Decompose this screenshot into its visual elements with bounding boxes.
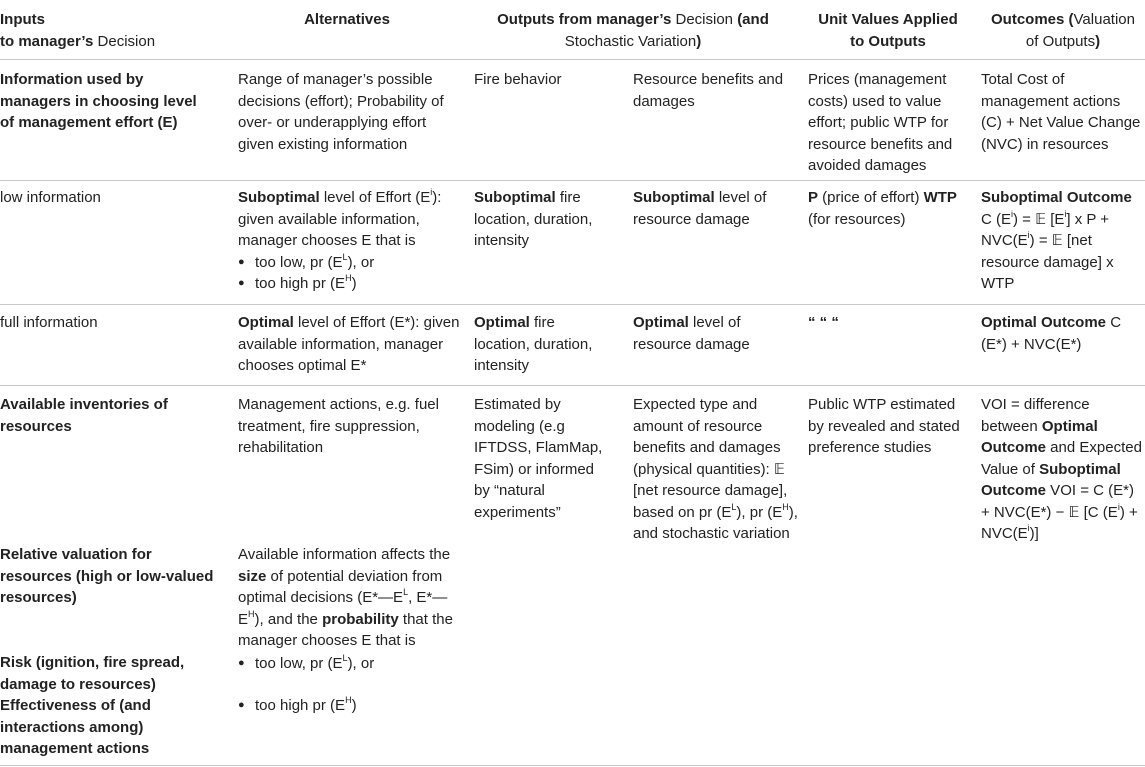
row-low-b1: too low, pr (E: [255, 253, 343, 271]
row-rel-b1-end: ), or: [347, 654, 375, 672]
row-full-fire-bold: Optimal: [474, 314, 530, 331]
row-full-outcome: [981, 312, 1145, 355]
row-rel-b2-sup: H: [345, 695, 352, 705]
header-outcomes-bold: Outcomes (: [991, 11, 1074, 28]
row-low-alt-t2: ): given available information, manager chooses E that is: [238, 189, 442, 249]
row-inv-out-bold-a: Optimal Outcome: [981, 417, 1098, 456]
row-full-alt-text: level of Effort (E*): given available information, manager chooses optimal E*: [238, 314, 460, 374]
row-full-out-bold: Optimal Outcome: [981, 314, 1107, 331]
row-low-out-bold: Suboptimal Outcome: [981, 189, 1132, 206]
row-rel-bullet-low: [238, 653, 460, 675]
header-unit-values: [808, 9, 968, 52]
row-low-fire: [474, 187, 614, 252]
row-low-outcome: [981, 187, 1145, 295]
row-low-resource: [633, 187, 793, 230]
row-low-fire-bold: Suboptimal: [474, 189, 556, 206]
row-inv-res-c: ), and stochastic variation: [633, 503, 798, 542]
header-unit-line2: to Outputs: [850, 32, 926, 50]
row-inv-res-a: Expected type and amount of resource benefits and damages (physical quantities): 𝔼 [net resource damage], based on pr (E: [633, 396, 788, 521]
row-rel-b: of potential deviation from optimal decisions (E*—E: [238, 567, 443, 606]
row-low-out-c: ] x P + NVC(E: [981, 210, 1110, 249]
row-inv-res-b: ), pr (E: [736, 503, 783, 521]
row-full-resource: [633, 312, 793, 355]
header-inputs-bold: to manager’s: [0, 32, 94, 50]
row-inventories-unit: Public WTP estimated by revealed and stated preference studies: [808, 396, 960, 456]
row-inv-out-c: VOI = C (E*) + NVC(E*) − 𝔼 [C (E: [981, 482, 1134, 521]
row-info-used-resource: Resource benefits and damages: [633, 71, 784, 110]
row-rel-alt-text: [238, 544, 460, 652]
row-effectiveness-input: Effectiveness of (and interactions among) management actions: [0, 697, 151, 757]
row-inv-res-sup1: L: [731, 501, 737, 512]
row-rel-bold-size: size: [238, 567, 267, 585]
row-risk-input: Risk (ignition, fire spread, damage to resources): [0, 654, 185, 693]
row-info-used-fire: Fire behavior: [474, 71, 562, 88]
header-outputs-and: (and: [737, 11, 769, 28]
row-low-unit-p: P: [808, 189, 819, 206]
row-rel-b1: too low, pr (E: [255, 654, 343, 672]
row-low-res-text: level of resource damage: [633, 189, 767, 228]
row-inv-out-d: ) + NVC(E: [981, 503, 1138, 542]
row-full-input: full information: [0, 314, 98, 331]
row-inventories-input: Available inventories of resources: [0, 396, 168, 435]
header-inputs-line2: [0, 31, 220, 53]
row-inv-out-bold-b: Suboptimal Outcome: [981, 460, 1121, 499]
row-inv-out-a: VOI = difference between: [981, 396, 1090, 435]
row-inventories-alternatives: Management actions, e.g. fuel treatment, fire suppression, rehabilitation: [238, 396, 439, 456]
row-rel-bullet-high: [238, 695, 460, 717]
header-outputs: [474, 9, 792, 52]
row-low-out-sup1: i: [1011, 208, 1013, 219]
row-low-out-b: ) = 𝔼 [E: [1013, 210, 1065, 228]
header-outputs-stochastic: Stochastic Variation: [564, 32, 697, 50]
row-info-used-unit: Prices (management costs) used to value effort; public WTP for resource benefits and avoided damages: [808, 71, 953, 174]
row-inventories-resource: [633, 394, 798, 545]
row-low-b1-sup: L: [342, 251, 348, 262]
row-low-res-bold: Suboptimal: [633, 189, 715, 206]
row-low-unit-wtp: WTP: [923, 189, 957, 206]
row-info-used-alternatives: Range of manager’s possible decisions (effort); Probability of over- or underapplying effort given existing information: [238, 71, 444, 153]
row-rel-b2-end: ): [351, 697, 357, 714]
header-outputs-paren: ): [696, 32, 702, 50]
row-low-alt-sup: i: [430, 187, 433, 197]
row-full-alt-bold: Optimal: [238, 314, 294, 331]
divider-1: [0, 180, 1145, 181]
row-rel-e: that the manager chooses E that is: [238, 610, 453, 649]
row-inv-out-sup2: i: [1027, 523, 1030, 533]
header-outcomes: [981, 9, 1145, 52]
row-rel-b2: too high pr (E: [255, 697, 346, 714]
row-info-used-outcome: Total Cost of management actions (C) + Net Value Change (NVC) in resources: [981, 71, 1141, 153]
row-low-b2-sup: H: [345, 273, 352, 283]
row-low-out-formula: [981, 209, 1145, 295]
row-low-alt-text: [238, 187, 460, 252]
row-low-unit: [808, 187, 968, 230]
header-unit-line1: Unit Values Applied: [818, 11, 958, 28]
row-low-input: low information: [0, 189, 101, 206]
row-rel-a: Available information affects the: [238, 546, 451, 563]
row-full-unit-ditto: “ “ “: [808, 314, 839, 331]
row-inventories-fire: Estimated by modeling (e.g IFTDSS, FlamMap, FSim) or informed by “natural experiments”: [474, 396, 603, 521]
header-outputs-bold: Outputs from manager’s: [497, 11, 672, 28]
header-outputs-decision: Decision: [671, 11, 738, 28]
row-low-out-sup2: i: [1064, 208, 1067, 219]
header-outcomes-paren: ): [1095, 32, 1101, 50]
row-rel-sup1: L: [403, 587, 409, 597]
row-low-b1-end: ), or: [347, 253, 375, 271]
row-low-out-d: ) = 𝔼 [net resource damage] x WTP: [981, 232, 1114, 292]
row-low-alt-bold: Suboptimal: [238, 189, 320, 206]
row-low-alt-t1: level of Effort (E: [319, 189, 431, 206]
row-rel-sup2: H: [248, 608, 255, 619]
row-inv-out-sup1: i: [1117, 501, 1120, 512]
row-low-unit-p-text: (price of effort): [818, 189, 924, 206]
row-low-bullet-low: [238, 252, 460, 274]
row-low-b2-end: ): [351, 275, 357, 292]
row-low-b2: too high pr (E: [255, 275, 346, 292]
row-inv-out-b: and Expected Value of: [981, 439, 1142, 478]
header-outcomes-valuation: Valuation: [1073, 11, 1135, 28]
row-rel-c: , E*—E: [238, 589, 448, 628]
row-full-fire: [474, 312, 614, 377]
row-inv-res-sup2: H: [782, 501, 789, 512]
row-full-out-text: C (E*) + NVC(E*): [981, 314, 1122, 353]
header-outcomes-of: of Outputs: [1025, 32, 1096, 50]
header-inputs: [0, 9, 220, 52]
row-rel-d: ), and the: [254, 610, 323, 628]
row-rel-b1-sup: L: [342, 652, 348, 663]
row-full-res-bold: Optimal: [633, 314, 689, 331]
header-inputs-plain: Decision: [93, 32, 156, 50]
header-inputs-line1: Inputs: [0, 11, 45, 28]
row-low-alternatives: [238, 187, 460, 295]
row-rel-bold-probability: probability: [322, 610, 399, 628]
row-full-alternatives: [238, 312, 460, 377]
row-inventories-outcome: [981, 394, 1145, 545]
row-low-unit-wtp-text: (for resources): [808, 210, 906, 228]
row-low-bullet-high: [238, 273, 460, 295]
row-low-out-a: C (E: [981, 210, 1011, 228]
row-inv-out-e: )]: [1029, 525, 1039, 542]
divider-bottom: [0, 765, 1145, 766]
row-low-out-sup3: i: [1027, 230, 1030, 240]
header-alternatives: Alternatives: [304, 11, 390, 28]
row-full-res-text: level of resource damage: [633, 314, 750, 353]
row-info-used-input: Information used by managers in choosing level of management effort (E): [0, 71, 197, 131]
divider-2: [0, 304, 1145, 305]
row-relative-input: Relative valuation for resources (high or low-valued resources): [0, 546, 214, 606]
row-relative-alternatives: [238, 544, 460, 717]
divider-header: [0, 59, 1145, 60]
row-low-fire-text: fire location, duration, intensity: [474, 189, 593, 249]
row-full-fire-text: fire location, duration, intensity: [474, 314, 593, 374]
divider-3: [0, 385, 1145, 386]
